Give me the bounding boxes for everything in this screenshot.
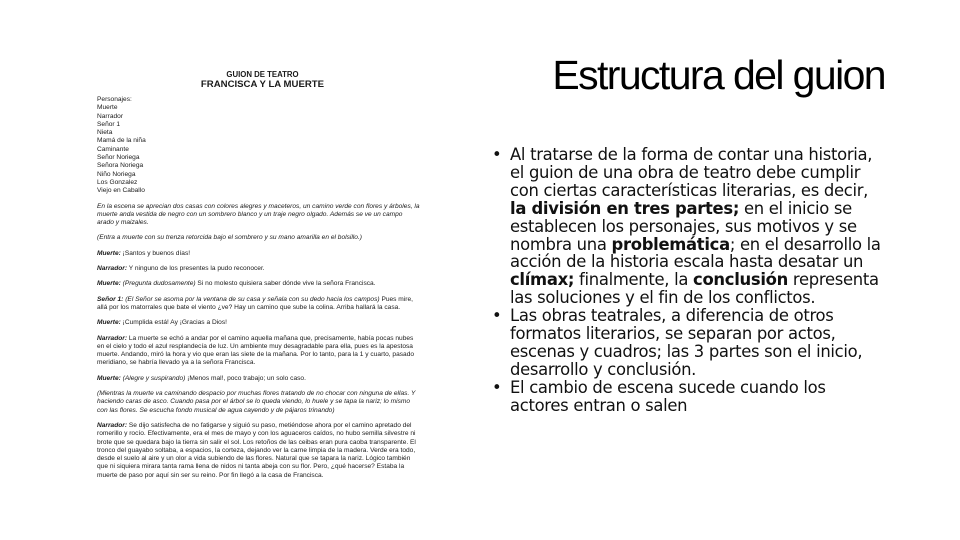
bullet-text: El cambio de escena sucede cuando los actores entran o salen (510, 377, 826, 415)
slide-title: Estructura del guion (552, 52, 885, 98)
line-direction: (Pregunta dudosamente) (120, 280, 196, 288)
bullet-item (490, 379, 882, 415)
speaker: Muerte: (97, 374, 121, 382)
dialogue-line (97, 375, 420, 383)
speaker: Señor 1: (97, 295, 124, 303)
dialogue-line (97, 250, 420, 258)
bullet-emphasis: clímax; (510, 270, 575, 290)
cast-item: Señor Noriega (97, 154, 140, 162)
speaker: Narrador: (97, 334, 128, 342)
dialogue-line (97, 422, 420, 480)
speaker: Narrador: (97, 265, 128, 273)
dialogue-line (97, 296, 420, 313)
line-text: ¡Santos y buenos días! (120, 249, 191, 257)
document-heading (105, 70, 420, 90)
cast-item: Señor 1 (97, 120, 121, 128)
dialogue-line (97, 280, 420, 288)
cast-list (97, 96, 420, 196)
cast-item: Muerte (97, 104, 118, 112)
line-text: ¡Menos mal!, poco trabajo; un solo caso. (185, 374, 306, 382)
script-document-image (97, 70, 420, 500)
bullet-emphasis: conclusión (693, 270, 788, 290)
cast-item: Nieta (97, 129, 113, 137)
speaker: Muerte: (97, 280, 121, 288)
dialogue-line (97, 265, 420, 273)
bullet-text: finalmente, la (574, 270, 694, 290)
cast-item: Caminante (97, 145, 129, 153)
line-text: Se dijo satisfecha de no fatigarse y siguió su paso, metiéndose ahora por el camino apretado del romerillo y rocío. Efectivamente, era el mes de mayo y con los aguaceros caídos, no hubo semilla silvestre ni brote que se quedara bajo la tierra sin salir el sol. Los retoños de las ceibas eran pura caoba transparente. El tronco del guayabo soltaba, a espacios, la corteza, dejando ver la carne limpia de la madera. Verde era todo, desde el suelo al aire y un olor a vida subiendo de las flores. Natural que se tapara la nariz. Lógico también que ni siquiera mirara tanta rama llena de nidos ni tanta abeja con su flor. Pero, ¿qué hacerse? Estaba la muerte de paso por aquí sin ser su reino. Por fin llegó a la casa de Francisca. (97, 421, 416, 479)
bullet-text: en el inicio se establecen los personajes, sus motivos y se nombra una (510, 198, 857, 254)
dialogue-line (97, 335, 420, 368)
line-text: Y ninguno de los presentes la pudo reconocer. (127, 265, 265, 273)
cast-item: Niño Noriega (97, 170, 136, 178)
bullet-text: ; en el desarrollo la acción de la historia escala hasta desatar un (510, 234, 881, 272)
line-direction: (Alegre y suspirando) (120, 374, 186, 382)
bullet-emphasis: la división en tres partes; (510, 198, 740, 218)
speaker: Narrador: (97, 421, 128, 429)
line-text: Pues mire, allá por los matorrales que bate el viento ¿ve? Hay un camino que sube la colina. Arriba hallará la casa. (97, 295, 413, 311)
stage-direction: (Mientras la muerte va caminando despacio por muchas flores tratando de no chocar con ninguna de ellas. Y haciendo caras de asco. Cuando pasa por el árbol se lo queda viendo, lo huele y se tapa la nariz; lo mismo con las flores. Se escucha fondo musical de agua cayendo y de pájaros trinando) (97, 390, 416, 414)
dialogue-line (97, 319, 420, 327)
scene-description: En la escena se aprecian dos casas con colores alegres y maceteros, un camino verde con flores y árboles, la muerte anda vestida de negro con un sombrero blanco y un traje negro olgado. Además se ve un campo arado y maizales. (97, 202, 420, 227)
line-direction: (El Señor se asoma por la ventana de su casa y señala con su dedo hacia los campos) (123, 295, 380, 303)
bullet-item (490, 307, 882, 379)
cast-item: Viejo en Caballo (97, 187, 145, 195)
bullet-text: Las obras teatrales, a diferencia de otros formatos literarios, se separan por actos, escenas y cuadros; las 3 partes son el inicio, desarrollo y conclusión. (510, 306, 863, 379)
stage-direction: (Entra a muerte con su trenza retorcida bajo el sombrero y su mano amarilla en el bolsillo.) (97, 234, 362, 242)
cast-item: Personajes: (97, 96, 132, 103)
bullet-item (490, 146, 882, 307)
line-text: Si no molesto quisiera saber dónde vive la señora Francisca. (195, 280, 376, 288)
cast-item: Narrador (97, 112, 124, 120)
line-text: ¡Cumplida está! Ay ¡Gracias a Dios! (120, 319, 227, 327)
document-subtitle-line: FRANCISCA Y LA MUERTE (200, 79, 325, 90)
line-text: La muerte se echó a andar por el camino aquella mañana que, precisamente, había pocas nubes en el cielo y todo el azul resplandecía de luz. Un ambiente muy desagradable para ella, pues es la apestosa muerte. Andando, miró la hora y vio que eran las siete de la mañana. Por lo tanto, para la 1 y cuarto, pasado meridiano, se habría llevado ya a la señora Francisca. (97, 334, 415, 367)
cast-item: Mamá de la niña (97, 137, 146, 145)
bullet-text: Al tratarse de la forma de contar una historia, el guion de una obra de teatro debe cumplir con ciertas características literarias, es decir, (510, 145, 873, 200)
bullet-list (490, 146, 882, 415)
speaker: Muerte: (97, 319, 121, 327)
document-title-line: GUION DE TEATRO (226, 70, 299, 79)
bullet-text: representa las soluciones y el fin de los conflictos. (510, 270, 879, 308)
speaker: Muerte: (97, 249, 121, 257)
cast-item: Señora Noriega (97, 162, 144, 170)
cast-item: Los Gonzalez (97, 178, 138, 186)
bullet-emphasis: problemática (611, 234, 730, 254)
